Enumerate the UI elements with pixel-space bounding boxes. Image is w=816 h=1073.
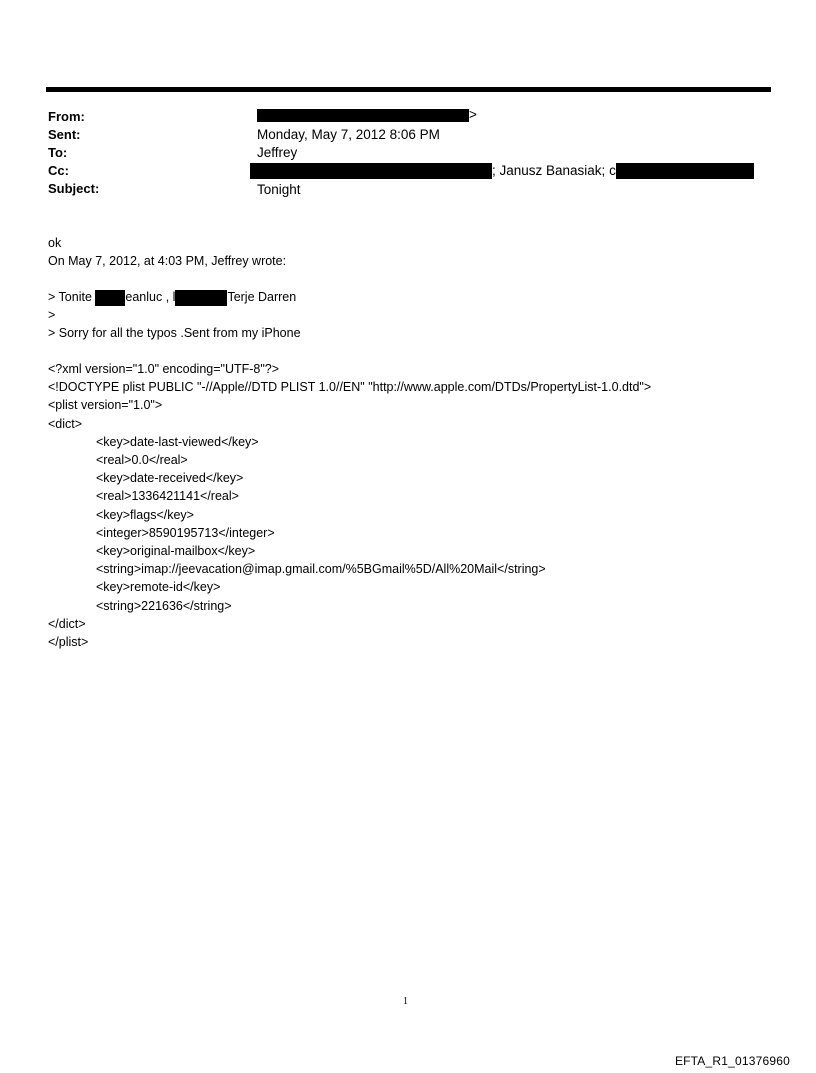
plist-line: <integer>8590195713</integer> <box>96 526 275 540</box>
plist-line: <dict> <box>48 417 83 431</box>
redaction-bar <box>95 290 125 306</box>
quote-text: > Tonite <box>48 290 92 304</box>
reply-text: ok <box>48 236 62 250</box>
subject-label: Subject: <box>48 181 100 196</box>
from-tail: > <box>469 107 477 122</box>
from-value <box>257 106 477 124</box>
quote-text: Terje Darren <box>227 290 297 304</box>
bates-number: EFTA_R1_01376960 <box>674 1054 790 1068</box>
plist-line: <real>1336421141</real> <box>96 489 239 503</box>
quote-line: > Sorry for all the typos .Sent from my iPhone <box>48 326 301 340</box>
plist-line: </plist> <box>48 635 89 649</box>
attribution-line: On May 7, 2012, at 4:03 PM, Jeffrey wrote: <box>48 254 287 268</box>
redaction-bar <box>250 163 492 179</box>
quote-text: l <box>172 290 176 304</box>
cc-tail: c <box>609 163 616 178</box>
header-rule <box>46 87 771 92</box>
quote-line: > <box>48 308 56 322</box>
plist-line: <real>0.0</real> <box>96 453 188 467</box>
plist-line: <key>date-last-viewed</key> <box>96 435 259 449</box>
plist-line: <string>221636</string> <box>96 599 232 613</box>
plist-line: <?xml version="1.0" encoding="UTF-8"?> <box>48 362 280 376</box>
subject-value: Tonight <box>257 182 301 197</box>
from-label: From: <box>48 109 85 124</box>
plist-line: <key>flags</key> <box>96 508 194 522</box>
to-value: Jeffrey <box>257 145 298 160</box>
plist-line: <key>original-mailbox</key> <box>96 544 256 558</box>
plist-line: <!DOCTYPE plist PUBLIC "-//Apple//DTD PLIST 1.0//EN" "http://www.apple.com/DTDs/PropertyList-1.0.dtd"> <box>48 380 652 394</box>
cc-mid: ; Janusz Banasiak; <box>492 163 606 178</box>
plist-line: <key>remote-id</key> <box>96 580 221 594</box>
redaction-bar <box>257 109 469 122</box>
sent-value: Monday, May 7, 2012 8:06 PM <box>257 127 440 142</box>
quote-line <box>48 288 296 306</box>
redaction-bar <box>172 290 227 306</box>
to-label: To: <box>48 145 68 160</box>
page-number: 1 <box>403 996 408 1007</box>
plist-line: <plist version="1.0"> <box>48 398 163 412</box>
quote-text: eanluc , <box>125 290 170 304</box>
plist-line: <key>date-received</key> <box>96 471 244 485</box>
plist-line: <string>imap://jeevacation@imap.gmail.com/%5BGmail%5D/All%20Mail</string> <box>96 562 546 576</box>
cc-value <box>250 162 754 180</box>
redaction-bar <box>616 163 754 179</box>
sent-label: Sent: <box>48 127 81 142</box>
cc-label: Cc: <box>48 163 69 178</box>
plist-line: </dict> <box>48 617 86 631</box>
